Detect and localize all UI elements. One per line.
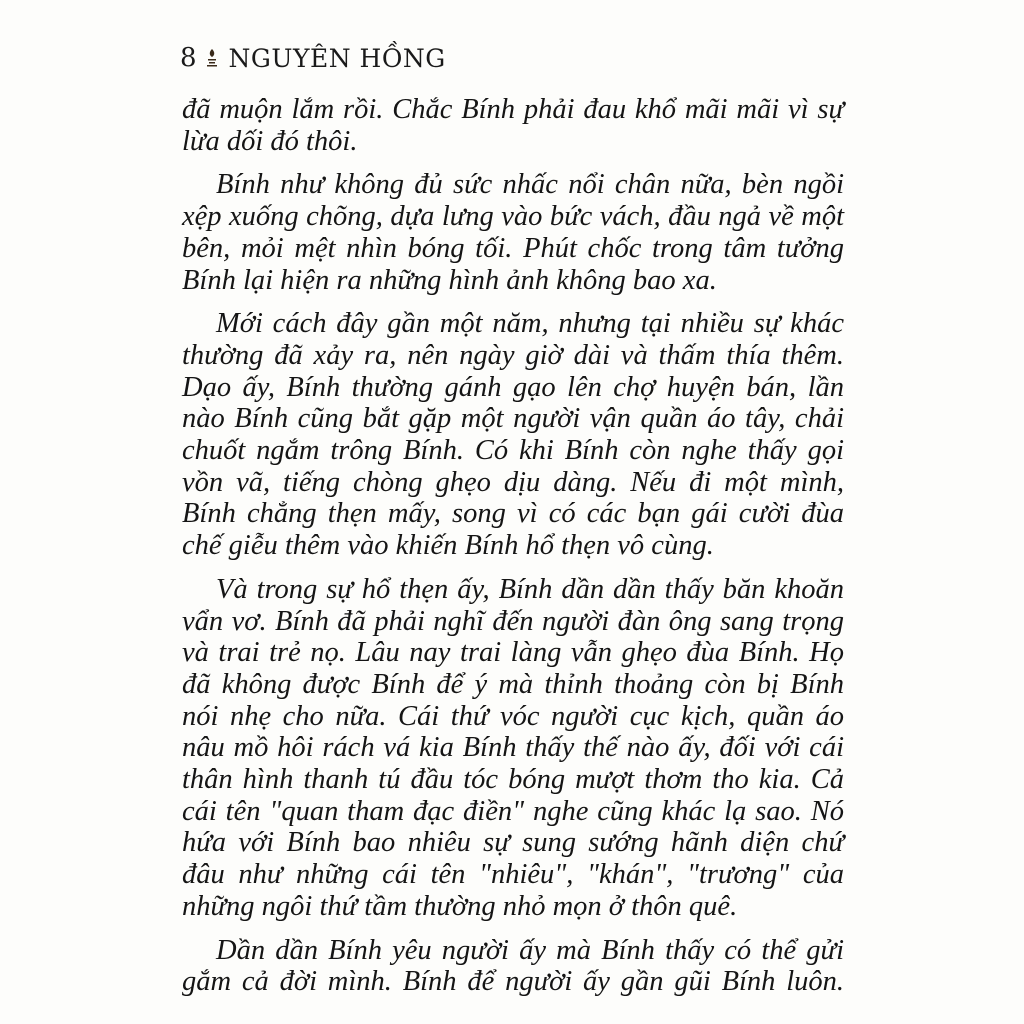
- text-line: gắm cả đời mình. Bính để người ấy gần gũi Bính luôn.: [182, 966, 844, 998]
- text-line: Dần dần Bính yêu người ấy mà Bính thấy có thể gửi: [216, 934, 844, 966]
- paragraph: [182, 169, 844, 296]
- text-line: vẩn vơ. Bính đã phải nghĩ đến người đàn ông sang trọng: [182, 605, 844, 637]
- paragraph: [182, 308, 844, 562]
- text-line: đâu như những cái tên "nhiêu", "khán", "trương" của: [182, 859, 844, 891]
- paragraph: [182, 574, 844, 923]
- text-line: và trai trẻ nọ. Lâu nay trai làng vẫn ghẹo đùa Bính. Họ: [182, 637, 844, 669]
- text-line: vồn vã, tiếng chòng ghẹo dịu dàng. Nếu đi một mình,: [182, 466, 844, 498]
- text-line: thường đã xảy ra, nên ngày giờ dài và thấm thía thêm.: [182, 339, 844, 371]
- text-line: lừa dối đó thôi.: [182, 125, 358, 157]
- text-line: bên, mỏi mệt nhìn bóng tối. Phút chốc trong tâm tưởng: [182, 232, 844, 264]
- text-line: Và trong sự hổ thẹn ấy, Bính dần dần thấy băn khoăn: [216, 573, 844, 605]
- page-number: 8: [180, 43, 197, 73]
- text-line: chuốt ngắm trông Bính. Có khi Bính còn nghe thấy gọi: [182, 435, 844, 467]
- text-line: nâu mồ hôi rách vá kia Bính thấy thế nào ấy, đối với cái: [182, 732, 844, 764]
- ornament-icon: [205, 47, 219, 69]
- paragraph: [182, 935, 844, 998]
- paragraph: [182, 94, 844, 157]
- text-line: thân hình thanh tú đầu tóc bóng mượt thơm tho kia. Cả: [182, 764, 844, 796]
- text-line: chế giễu thêm vào khiến Bính hổ thẹn vô cùng.: [182, 530, 714, 562]
- text-line: đã không được Bính để ý mà thỉnh thoảng còn bị Bính: [182, 668, 844, 700]
- book-author: NGUYÊN HỒNG: [228, 43, 446, 73]
- text-line: Bính lại hiện ra những hình ảnh không bao xa.: [182, 264, 717, 296]
- body-text: [182, 94, 844, 1010]
- text-line: đã muộn lắm rồi. Chắc Bính phải đau khổ mãi mãi vì sự: [182, 94, 844, 125]
- running-header: [180, 38, 446, 78]
- text-line: Bính chẳng thẹn mấy, song vì có các bạn gái cười đùa: [182, 498, 844, 530]
- text-line: xệp xuống chõng, dựa lưng vào bức vách, đầu ngả về một: [182, 201, 844, 233]
- text-line: Bính như không đủ sức nhấc nổi chân nữa, bèn ngồi: [216, 169, 844, 201]
- text-line: nói nhẹ cho nữa. Cái thứ vóc người cục kịch, quần áo: [182, 700, 844, 732]
- text-line: hứa với Bính bao nhiêu sự sung sướng hãnh diện chứ: [182, 827, 844, 859]
- text-line: những ngôi thứ tầm thường nhỏ mọn ở thôn quê.: [182, 890, 738, 922]
- text-line: nào Bính cũng bắt gặp một người vận quần áo tây, chải: [182, 403, 844, 435]
- text-line: Mới cách đây gần một năm, nhưng tại nhiều sự khác: [216, 308, 844, 340]
- text-line: cái tên "quan tham đạc điền" nghe cũng khác lạ sao. Nó: [182, 795, 844, 827]
- text-line: Dạo ấy, Bính thường gánh gạo lên chợ huyện bán, lần: [182, 371, 844, 403]
